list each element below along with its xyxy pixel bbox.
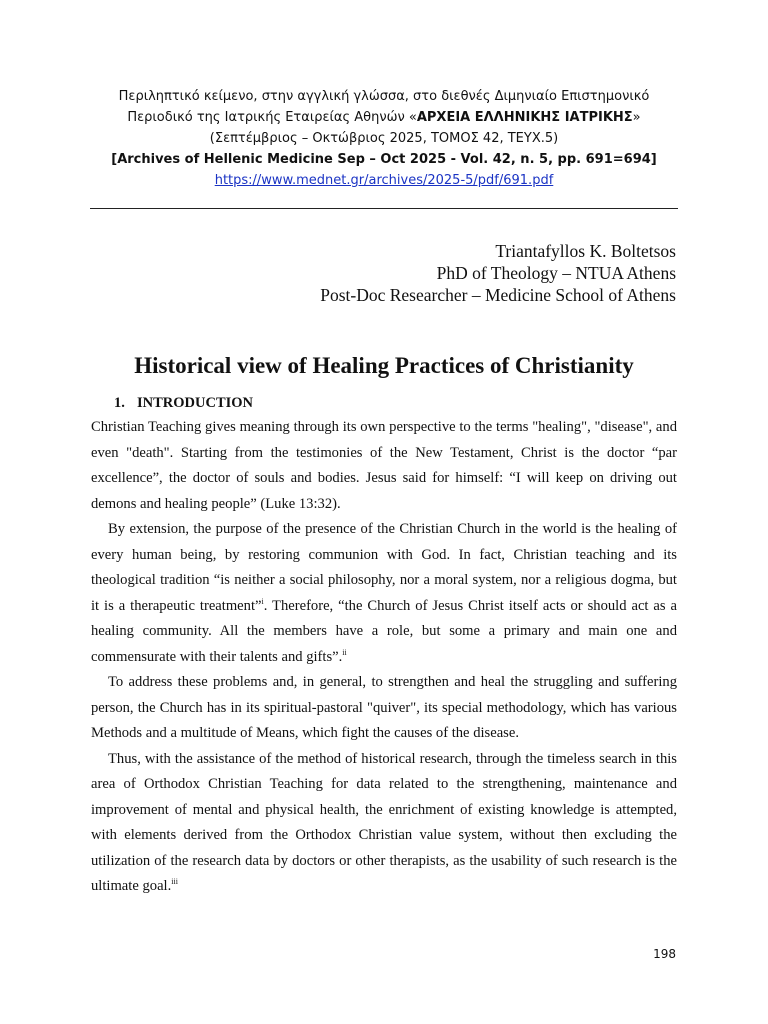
paragraph-1: Christian Teaching gives meaning through its own perspective to the terms "healing", "disease", and even "death". Starting from the testimonies of the New Testament, Christ is the doctor “par excellence”, the doctor of souls and bodies. Jesus said for himself: “I will keep on driving out demons and healing people” (Luke 13:32). [91, 419, 677, 512]
paragraph-4-text: Thus, with the assistance of the method of historical research, through the timeless search in this area of Orthodox Christian Teaching for data related to the strengthening, maintenance and improvement of mental and physical health, the enrichment of existing knowledge is attempted, with elements derived from the Orthodox Christian value system, without then excluding the utilization of the research data by doctors or other therapists, as the usability of such research is the ultimate goal. [91, 750, 677, 894]
journal-line-2 [60, 107, 708, 128]
author-block [320, 240, 676, 306]
paragraph-4 [91, 747, 677, 900]
paragraph-2 [91, 517, 677, 670]
article-pdf-link[interactable]: https://www.mednet.gr/archives/2025-5/pdf/691.pdf [214, 173, 554, 188]
section-title: INTRODUCTION [137, 395, 254, 411]
journal-name: ΑΡΧΕΙΑ ΕΛΛΗΝΙΚΗΣ ΙΑΤΡΙΚΗΣ [416, 110, 633, 125]
section-number: 1. [114, 395, 125, 411]
journal-issue: (Σεπτέμβριος – Οκτώβριος 2025, ΤΟΜΟΣ 42, ΤΕΥΧ.5) [209, 131, 559, 146]
paragraph-2-part-b: . Therefore, “the Church of Jesus Christ itself acts or should act as a healing community. All the members have a role, but some a primary and main one and commensurate with their talents and gifts”. [91, 597, 677, 665]
journal-line-1: Περιληπτικό κείμενο, στην αγγλική γλώσσα, στο διεθνές Διμηνιαίο Επιστημονικό [118, 89, 650, 104]
author-degree: PhD of Theology – NTUA Athens [436, 263, 676, 283]
section-heading [114, 393, 253, 413]
body-text [91, 415, 677, 900]
journal-line-2-post: » [632, 110, 641, 125]
paper-title: Historical view of Healing Practices of Christianity [134, 353, 634, 378]
paragraph-2-part-a: By extension, the purpose of the presence of the Christian Church in the world is the healing of every human being, by restoring communion with God. In fact, Christian teaching and its theological tradition “is neither a social philosophy, nor a moral system, nor a religious dogma, but it is a therapeutic treatment” [91, 521, 677, 614]
journal-header [60, 86, 708, 191]
journal-line-2-pre: Περιοδικό της Ιατρικής Εταιρείας Αθηνών « [127, 110, 417, 125]
page-number: 198 [653, 947, 676, 961]
author-name: Triantafyllos K. Boltetsos [495, 241, 676, 261]
footnote-ref-ii[interactable]: ii [342, 647, 347, 657]
header-divider [90, 208, 678, 209]
footnote-ref-iii[interactable]: iii [171, 877, 178, 886]
journal-citation: [Archives of Hellenic Medicine Sep – Oct 2025 - Vol. 42, n. 5, pp. 691=694] [111, 152, 657, 167]
paragraph-3: To address these problems and, in general, to strengthen and heal the struggling and suffering person, the Church has in its spiritual-pastoral "quiver", its special methodology, which has various Methods and a multitude of Means, which fight the causes of the disease. [91, 674, 677, 741]
footnote-ref-i[interactable]: i [261, 596, 264, 606]
author-position: Post-Doc Researcher – Medicine School of Athens [320, 285, 676, 305]
